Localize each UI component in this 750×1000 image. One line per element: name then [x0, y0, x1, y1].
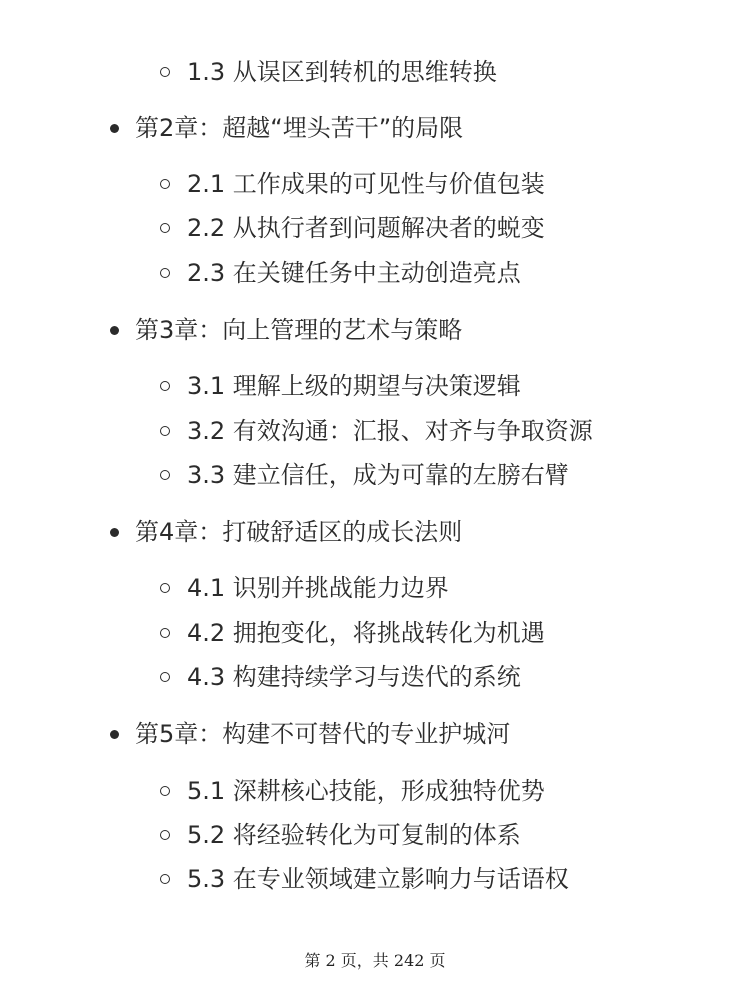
hollow-bullet-icon	[160, 874, 170, 884]
toc-section-item	[160, 859, 569, 899]
hollow-bullet-icon	[160, 381, 170, 391]
toc-item-text: 第4章：打破舒适区的成长法则	[135, 518, 463, 546]
toc-item-text: 第3章：向上管理的艺术与策略	[135, 316, 463, 344]
hollow-bullet-icon	[160, 830, 170, 840]
toc-item-text: 5.3 在专业领域建立影响力与话语权	[187, 865, 569, 893]
toc-chapter-item	[110, 714, 510, 754]
hollow-bullet-icon	[160, 470, 170, 480]
toc-section-item	[160, 815, 521, 855]
filled-bullet-icon	[110, 326, 119, 335]
hollow-bullet-icon	[160, 583, 170, 593]
hollow-bullet-icon	[160, 426, 170, 436]
toc-item-text: 第2章：超越“埋头苦干”的局限	[135, 114, 464, 142]
hollow-bullet-icon	[160, 786, 170, 796]
filled-bullet-icon	[110, 124, 119, 133]
page-number-footer: 第 2 页，共 242 页	[304, 951, 446, 970]
toc-item-text: 3.3 建立信任，成为可靠的左膀右臂	[187, 461, 569, 489]
toc-section-item	[160, 411, 593, 451]
hollow-bullet-icon	[160, 268, 170, 278]
toc-section-item	[160, 164, 545, 204]
toc-section-item	[160, 568, 449, 608]
filled-bullet-icon	[110, 730, 119, 739]
toc-item-text: 第5章：构建不可替代的专业护城河	[135, 720, 511, 748]
toc-section-item	[160, 455, 569, 495]
toc-chapter-item	[110, 108, 463, 148]
toc-section-item	[160, 613, 545, 653]
toc-item-text: 2.2 从执行者到问题解决者的蜕变	[187, 214, 545, 242]
toc-section-item	[160, 366, 521, 406]
hollow-bullet-icon	[160, 179, 170, 189]
toc-section-item	[160, 208, 545, 248]
toc-item-text: 1.3 从误区到转机的思维转换	[187, 58, 497, 86]
toc-chapter-item	[110, 310, 462, 350]
toc-item-text: 3.1 理解上级的期望与决策逻辑	[187, 372, 521, 400]
hollow-bullet-icon	[160, 223, 170, 233]
toc-section-item	[160, 52, 497, 92]
toc-section-item	[160, 771, 545, 811]
hollow-bullet-icon	[160, 67, 170, 77]
toc-item-text: 5.2 将经验转化为可复制的体系	[187, 821, 521, 849]
toc-section-item	[160, 253, 521, 293]
toc-section-item	[160, 657, 521, 697]
toc-item-text: 2.1 工作成果的可见性与价值包装	[187, 170, 545, 198]
toc-chapter-item	[110, 512, 462, 552]
toc-item-text: 4.2 拥抱变化，将挑战转化为机遇	[187, 619, 545, 647]
toc-item-text: 3.2 有效沟通：汇报、对齐与争取资源	[187, 417, 593, 445]
filled-bullet-icon	[110, 528, 119, 537]
hollow-bullet-icon	[160, 628, 170, 638]
hollow-bullet-icon	[160, 672, 170, 682]
toc-item-text: 2.3 在关键任务中主动创造亮点	[187, 259, 521, 287]
toc-item-text: 5.1 深耕核心技能，形成独特优势	[187, 777, 545, 805]
toc-item-text: 4.3 构建持续学习与迭代的系统	[187, 663, 521, 691]
toc-item-text: 4.1 识别并挑战能力边界	[187, 574, 449, 602]
